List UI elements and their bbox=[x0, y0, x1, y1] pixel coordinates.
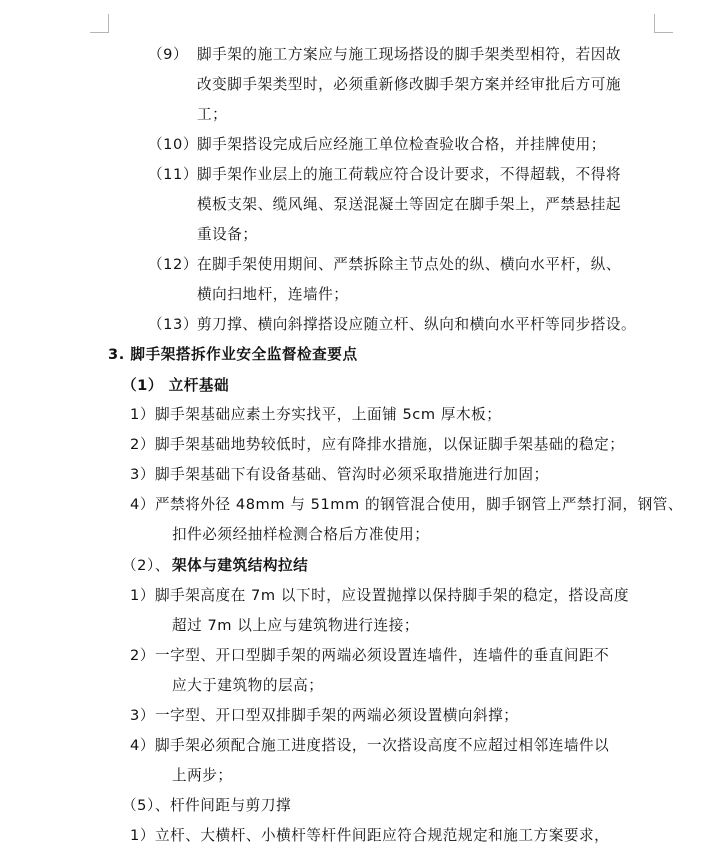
item-number: （12） bbox=[148, 256, 198, 273]
item-text-line: 脚手架搭设完成后应经施工单位检查验收合格，并挂牌使用； bbox=[197, 136, 606, 153]
item-text-line: 改变脚手架类型时，必须重新修改脚手架方案并经审批后方可施 bbox=[197, 76, 622, 93]
list-item-line: 4）严禁将外径 48mm 与 51mm 的钢管混合使用，脚手钢管上严禁打洞，钢管、 bbox=[130, 496, 684, 513]
page-corner-mark-left bbox=[90, 14, 109, 33]
subsection-heading: （5）、杆件间距与剪刀撑 bbox=[122, 797, 292, 814]
list-item-line: 3）脚手架基础下有设备基础、管沟时必须采取措施进行加固； bbox=[130, 466, 549, 483]
list-item-line: 上两步； bbox=[172, 767, 233, 784]
item-number: （11） bbox=[148, 166, 198, 183]
item-text-line: 脚手架的施工方案应与施工现场搭设的脚手架类型相符，若因故 bbox=[197, 46, 622, 63]
item-text-line: 剪刀撑、横向斜撑搭设应随立杆、纵向和横向水平杆等同步搭设。 bbox=[197, 316, 637, 333]
item-text-line: 重设备； bbox=[197, 226, 258, 243]
list-item-line: 2）一字型、开口型脚手架的两端必须设置连墙件，连墙件的垂直间距不 bbox=[130, 647, 610, 664]
section-heading: 3. 脚手架搭拆作业安全监督检查要点 bbox=[108, 346, 358, 363]
list-item-line: 3）一字型、开口型双排脚手架的两端必须设置横向斜撑； bbox=[130, 707, 519, 724]
list-item-line: 应大于建筑物的层高； bbox=[172, 677, 324, 694]
item-number: （9） bbox=[148, 46, 189, 63]
page-corner-mark-right bbox=[654, 14, 673, 33]
item-text-line: 脚手架作业层上的施工荷载应符合设计要求，不得超载，不得将 bbox=[197, 166, 622, 183]
item-number: （13） bbox=[148, 316, 198, 333]
item-text-line: 模板支架、缆风绳、泵送混凝土等固定在脚手架上，严禁悬挂起 bbox=[197, 196, 622, 213]
subsection-heading: （1） 立杆基础 bbox=[122, 377, 230, 394]
list-item-line: 1）脚手架基础应素土夯实找平，上面铺 5cm 厚木板； bbox=[130, 406, 502, 423]
item-text-line: 工； bbox=[197, 106, 228, 123]
item-number: （10） bbox=[148, 136, 198, 153]
list-item-line: 2）脚手架基础地势较低时，应有降排水措施，以保证脚手架基础的稳定； bbox=[130, 436, 625, 453]
item-text-line: 横向扫地杆，连墙件； bbox=[197, 286, 349, 303]
list-item-line: 1）脚手架高度在 7m 以下时，应设置抛撑以保持脚手架的稳定，搭设高度 bbox=[130, 587, 630, 604]
list-item-line: 超过 7m 以上应与建筑物进行连接； bbox=[172, 617, 419, 634]
list-item-line: 扣件必须经抽样检测合格后方准使用； bbox=[172, 526, 430, 543]
subsection-heading: 架体与建筑结构拉结 bbox=[172, 557, 309, 574]
item-text-line: 在脚手架使用期间、严禁拆除主节点处的纵、横向水平杆，纵、 bbox=[197, 256, 622, 273]
list-item-line: 4）脚手架必须配合施工进度搭设，一次搭设高度不应超过相邻连墙件以 bbox=[130, 737, 610, 754]
list-item-line: 1）立杆、大横杆、小横杆等杆件间距应符合规范规定和施工方案要求， bbox=[130, 827, 610, 844]
subsection-number: （2）、 bbox=[122, 557, 170, 574]
